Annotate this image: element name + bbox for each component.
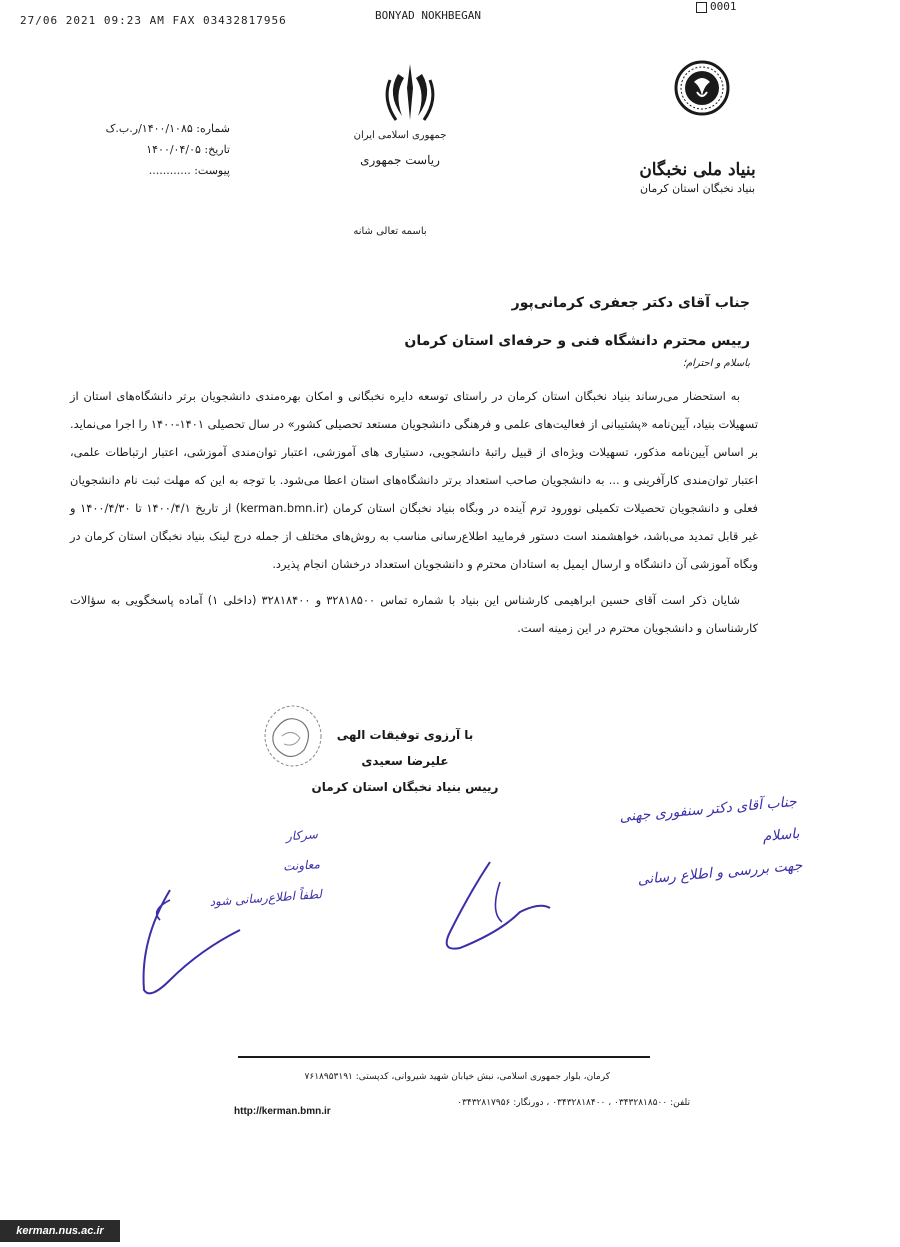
fax-page-number [696,0,737,13]
letter-attachment: پیوست: ............ [148,164,230,177]
org-sub-middle: ریاست جمهوری [360,153,440,167]
fax-sender: BONYAD NOKHBEGAN [375,9,481,22]
letter-date: تاریخ: ۱۴۰۰/۰۴/۰۵ [146,143,230,156]
hand-note-right-line2: باسلام [761,825,801,845]
body-paragraph-1: به استحضار می‌رساند بنیاد نخبگان استان کرمان در راستای توسعه دایره نخبگانی و امکان بهره‌مندی دانشجویان برتر دانشگاه‌های استان از تسهیلات بنیاد، آیین‌نامه «پشتیبانی از فعالیت‌های علمی و فرهنگی دانشجویان مستعد تحصیلی کشور» در سال تحصیلی ۱۴۰۱-۱۴۰۰ را اجرا می‌نماید. بر اساس آیین‌نامه مذکور، تسهیلات ویژه‌ای از قبیل راتبهٔ دانشجویی، دستیاری های آموزشی، اعتبار توان‌مندی آموزشی، اعتبار ارتباطات علمی، اعتبار توان‌مندی کارآفرینی و ... به دانشجویان صاحب استعداد برتر دانشگاه‌های استان اعطا می‌شود. با توجه به این که مهلت ثبت نام دانشجویان فعلی و دانشجویان تحصیلات تکمیلی نوورود ترم آینده در وبگاه بنیاد نخبگان استان کرمان (kerman.bmn.ir) از تاریخ ۱۴۰۰/۴/۱ تا ۱۴۰۰/۴/۳۰ و غیر قابل تمدید می‌باشد، خواهشمند است دستور فرمایید اطلاع‌رسانی مناسب به روش‌های مختلف از جمله درج لینک بنیاد نخبگان استان کرمان در وبگاه آموزشی آن دانشگاه و ارسال ایمیل به استادان محترم و دانشجویان استعداد درخشان انجام پذیرد. [70,389,759,571]
recipient [150,284,750,360]
hand-note-left-line1: سرکار [285,827,319,844]
hand-note-right-line3: جهت بررسی و اطلاع رسانی [636,857,803,889]
letter-body [70,382,758,650]
recipient-name: جناب آقای دکتر جعفری کرمانی‌پور [511,295,750,311]
hand-note-left-line3: لطفاً اطلاع‌رسانی شود [209,887,323,909]
body-paragraph-2: شایان ذکر است آقای حسین ابراهیمی کارشناس این بنیاد با شماره تماس ۳۲۸۱۸۵۰۰ و ۳۲۸۱۸۴۰۰ (داخلی ۱) آماده پاسخگویی به سؤالات کارشناسان و دانشجویان محترم در این زمینه است. [70,593,758,635]
letter-number: شماره: ۱۴۰۰/۱۰۸۵/ر.ب.ک [105,122,230,135]
footer-phones: تلفن: ۰۳۴۳۲۸۱۸۵۰۰ ، ۰۳۴۳۲۸۱۸۴۰۰ ، دورنگار: ۰۳۴۳۲۸۱۷۹۵۶ [457,1098,690,1108]
signer-name: علیرضا سعیدی [361,754,449,768]
letterhead-right [610,160,785,195]
fax-header: 27/06 2021 09:23 AM FAX 03432817956 [20,14,287,27]
letterhead-middle [345,130,455,167]
signer-title: رییس بنیاد نخبگان استان کرمان [311,780,499,794]
org-name-right: بنیاد ملی نخبگان [639,160,756,180]
site-watermark: kerman.nus.ac.ir [0,1220,120,1242]
fax-page-label: 0001 [710,0,737,13]
footer-url: http://kerman.bmn.ir [234,1106,331,1117]
org-sub-right: بنیاد نخبگان استان کرمان [639,182,756,195]
hand-note-left-line2: معاونت [282,857,321,874]
salutation: باسلام و احترام؛ [682,358,750,369]
closing-wish: با آرزوی توفیقات الهی [336,728,474,742]
handwritten-signature-right [430,852,570,962]
bismillah: باسمه تعالی شانه [353,226,427,237]
footer-address: کرمان، بلوار جمهوری اسلامی، نبش خیابان شهید شیروانی، کدپستی: ۷۶۱۸۹۵۳۱۹۱ [304,1072,610,1082]
hand-note-right-line1: جناب آقای دکتر سنفوری جهنی [618,793,798,826]
handwritten-signature-left [130,880,270,1010]
iran-emblem [380,60,440,128]
fax-checkbox-icon [696,2,707,13]
footer-divider [238,1056,650,1058]
closing-block [300,722,510,800]
org-name-middle: جمهوری اسلامی ایران [353,130,447,141]
recipient-title: رییس محترم دانشگاه فنی و حرفه‌ای استان کرمان [404,333,750,349]
letter-meta [80,118,230,181]
bonyad-logo [664,56,740,156]
